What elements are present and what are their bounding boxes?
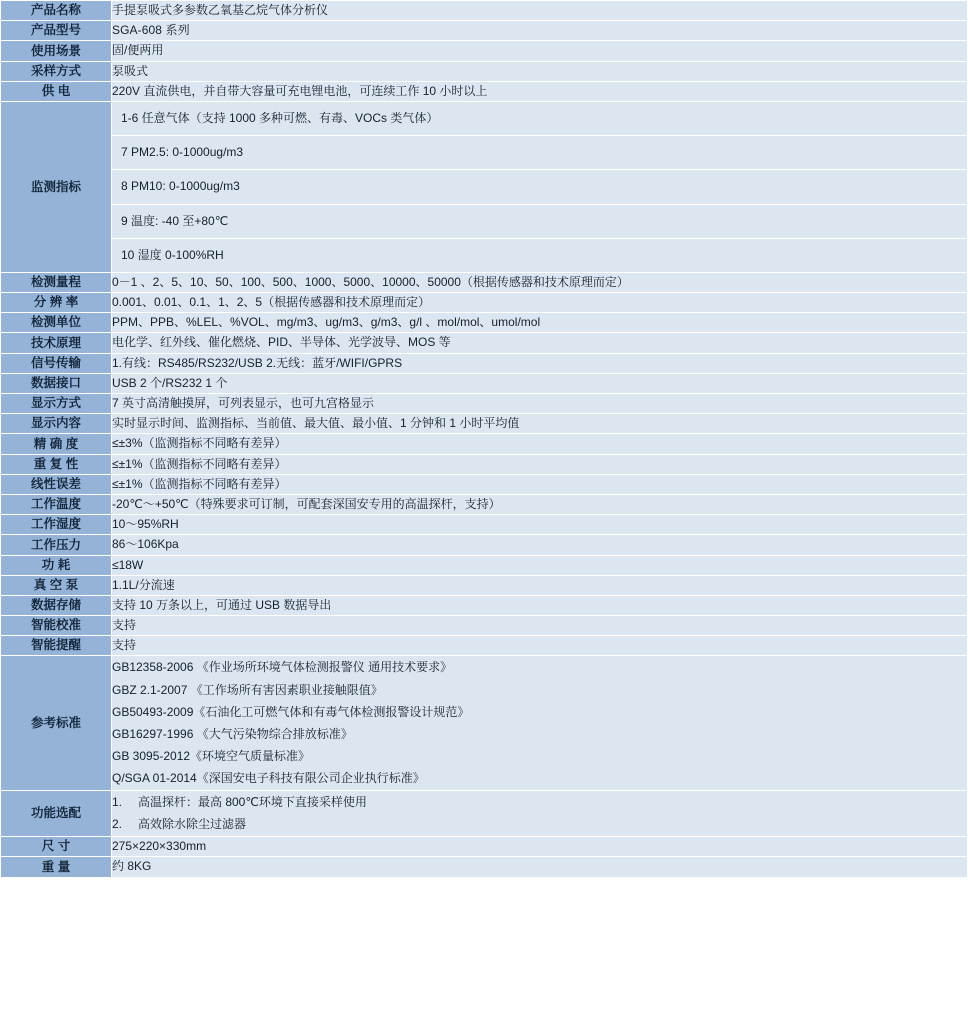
list-item: GB 3095-2012《环境空气质量标准》	[112, 749, 311, 764]
table-row	[1, 394, 968, 414]
row-label: 智能提醒	[1, 636, 112, 656]
list-item: 8 PM10: 0-1000ug/m3	[112, 170, 967, 204]
list-item	[112, 791, 967, 814]
row-label: 技术原理	[1, 333, 112, 353]
list-item	[112, 813, 967, 836]
table-row-reference-standards	[1, 656, 968, 790]
row-label: 产品名称	[1, 1, 112, 21]
row-label: 重 复 性	[1, 454, 112, 474]
table-row	[1, 293, 968, 313]
table-row	[1, 81, 968, 101]
row-value: PPM、PPB、%LEL、%VOL、mg/m3、ug/m3、g/m3、g/l 、mol/mol、umol/mol	[112, 313, 968, 333]
table-row	[1, 434, 968, 454]
table-row	[1, 454, 968, 474]
table-row	[1, 515, 968, 535]
row-value: -20℃～+50℃（特殊要求可订制，可配套深国安专用的高温探杆，支持）	[112, 494, 968, 514]
table-row	[1, 41, 968, 61]
row-value: ≤18W	[112, 555, 968, 575]
row-value: 7 英寸高清触摸屏，可列表显示，也可九宫格显示	[112, 394, 968, 414]
row-value: 手提泵吸式多参数乙氧基乙烷气体分析仪	[112, 1, 968, 21]
row-label: 数据接口	[1, 373, 112, 393]
list-item: GB50493-2009《石油化工可燃气体和有毒气体检测报警设计规范》	[112, 704, 470, 719]
row-label: 功 耗	[1, 555, 112, 575]
list-item: GB12358-2006 《作业场所环境气体检测报警仪 通用技术要求》	[112, 660, 453, 675]
list-item: 7 PM2.5: 0-1000ug/m3	[112, 136, 967, 170]
row-value: 电化学、红外线、催化燃烧、PID、半导体、光学波导、MOS 等	[112, 333, 968, 353]
row-value: 支持	[112, 636, 968, 656]
row-value: ≤±3%（监测指标不同略有差异）	[112, 434, 968, 454]
table-row	[1, 21, 968, 41]
row-value: 275×220×330mm	[112, 837, 968, 857]
row-label: 显示内容	[1, 414, 112, 434]
list-item-number: 1.	[112, 794, 123, 809]
row-value-group	[112, 101, 968, 272]
row-label: 分 辨 率	[1, 293, 112, 313]
list-item: 10 湿度 0-100%RH	[112, 238, 967, 272]
row-value: 220V 直流供电，并自带大容量可充电锂电池，可连续工作 10 小时以上	[112, 81, 968, 101]
reference-standards-list	[112, 656, 968, 790]
list-item-label: 高温探杆：最高 800℃环境下直接采样使用	[138, 794, 367, 809]
table-row	[1, 1, 968, 21]
row-value: 支持	[112, 616, 968, 636]
table-row-optional-functions	[1, 790, 968, 837]
row-label: 使用场景	[1, 41, 112, 61]
row-value: 固/便两用	[112, 41, 968, 61]
table-row	[1, 333, 968, 353]
table-row	[1, 313, 968, 333]
row-value: 10～95%RH	[112, 515, 968, 535]
row-value: 1.1L/分流速	[112, 575, 968, 595]
list-item: 1-6 任意气体（支持 1000 多种可燃、有毒、VOCs 类气体）	[112, 102, 967, 136]
row-label: 检测量程	[1, 272, 112, 292]
table-row	[1, 494, 968, 514]
row-label: 精 确 度	[1, 434, 112, 454]
row-value: 86～106Kpa	[112, 535, 968, 555]
row-value: 0－1 、2、5、10、50、100、500、1000、5000、10000、50000（根据传感器和技术原理而定）	[112, 272, 968, 292]
spec-table-body	[1, 1, 968, 878]
list-item-number: 2.	[112, 817, 123, 832]
row-label: 工作温度	[1, 494, 112, 514]
table-row	[1, 373, 968, 393]
row-label: 尺 寸	[1, 837, 112, 857]
row-value: 支持 10 万条以上，可通过 USB 数据导出	[112, 595, 968, 615]
row-value: 实时显示时间、监测指标、当前值、最大值、最小值、1 分钟和 1 小时平均值	[112, 414, 968, 434]
list-item: Q/SGA 01-2014《深国安电子科技有限公司企业执行标准》	[112, 771, 425, 786]
row-label: 工作湿度	[1, 515, 112, 535]
table-row-monitoring-items	[1, 101, 968, 272]
row-label: 真 空 泵	[1, 575, 112, 595]
row-label: 供 电	[1, 81, 112, 101]
row-label: 功能选配	[1, 790, 112, 837]
table-row	[1, 272, 968, 292]
table-row	[1, 535, 968, 555]
table-row	[1, 837, 968, 857]
table-row	[1, 555, 968, 575]
row-value: ≤±1%（监测指标不同略有差异）	[112, 474, 968, 494]
row-label: 显示方式	[1, 394, 112, 414]
row-label: 参考标准	[1, 656, 112, 790]
row-label: 检测单位	[1, 313, 112, 333]
optional-functions-list	[112, 790, 968, 837]
table-row	[1, 595, 968, 615]
row-label: 采样方式	[1, 61, 112, 81]
row-label: 智能校准	[1, 616, 112, 636]
row-value: 1.有线：RS485/RS232/USB 2.无线：蓝牙/WIFI/GPRS	[112, 353, 968, 373]
row-value: SGA-608 系列	[112, 21, 968, 41]
row-label: 产品型号	[1, 21, 112, 41]
list-item: 9 温度: -40 至+80℃	[112, 204, 967, 238]
monitoring-items-list	[112, 102, 967, 272]
table-row	[1, 414, 968, 434]
row-label: 线性误差	[1, 474, 112, 494]
table-row	[1, 616, 968, 636]
row-label: 监测指标	[1, 101, 112, 272]
row-value: USB 2 个/RS232 1 个	[112, 373, 968, 393]
table-row	[1, 575, 968, 595]
table-row	[1, 474, 968, 494]
row-label: 信号传输	[1, 353, 112, 373]
table-row	[1, 857, 968, 877]
list-item-label: 高效除水除尘过滤器	[138, 817, 247, 832]
list-item: GB16297-1996 《大气污染物综合排放标准》	[112, 727, 353, 741]
row-label: 工作压力	[1, 535, 112, 555]
table-row	[1, 636, 968, 656]
list-item: GBZ 2.1-2007 《工作场所有害因素职业接触限值》	[112, 682, 383, 697]
row-value: 0.001、0.01、0.1、1、2、5（根据传感器和技术原理而定）	[112, 293, 968, 313]
row-label: 数据存储	[1, 595, 112, 615]
row-value: 泵吸式	[112, 61, 968, 81]
row-value: ≤±1%（监测指标不同略有差异）	[112, 454, 968, 474]
table-row	[1, 353, 968, 373]
table-row	[1, 61, 968, 81]
row-value: 约 8KG	[112, 857, 968, 877]
row-label: 重 量	[1, 857, 112, 877]
